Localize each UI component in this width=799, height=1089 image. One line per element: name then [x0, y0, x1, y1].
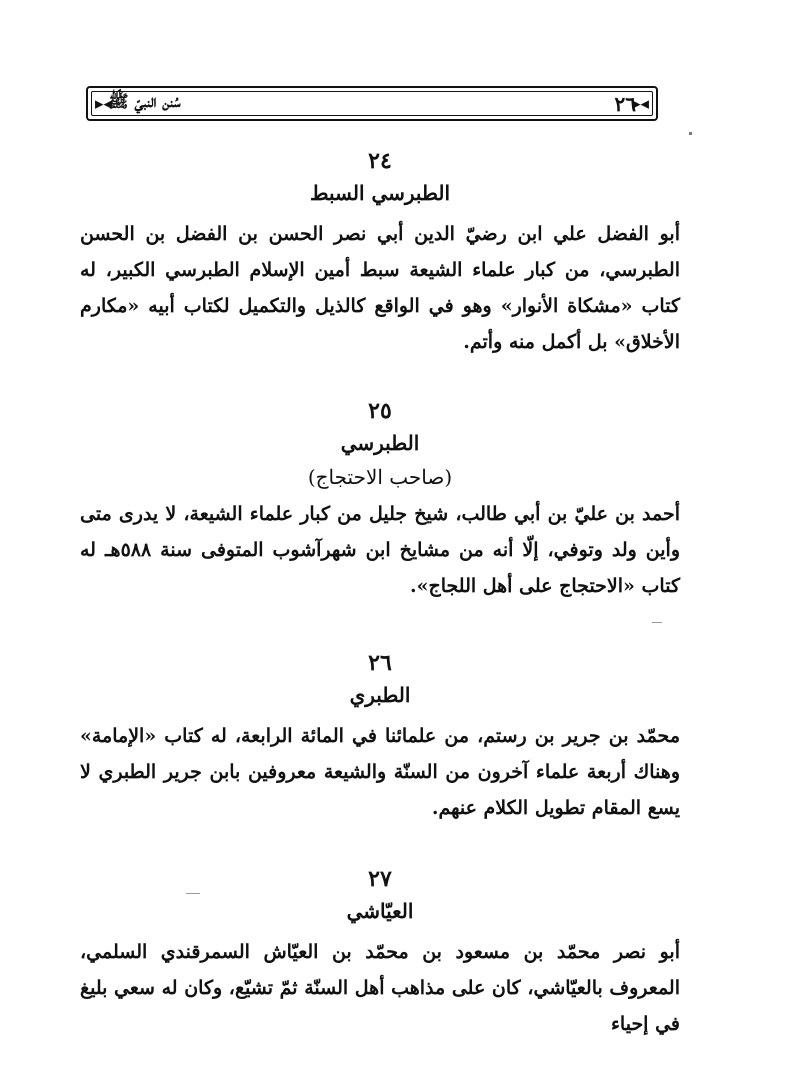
entry-26	[80, 648, 680, 826]
entry-text: أبو الفضل علي ابن رضيّ الدين أبي نصر الحسن بن الفضل بن الحسن الطبرسي، من كبار علماء الشيعة سبط أمين الإسلام الطبرسي الكبير، له كتاب «مشكاة الأنوار» وهو في الواقع كالذيل والتكميل لكتاب أبيه «مكارم الأخلاق» بل أكمل منه وأتم.	[80, 223, 680, 353]
entry-subtitle: (صاحب الاحتجاج)	[307, 465, 453, 489]
entry-number: ٢٦	[368, 650, 392, 676]
header-frame	[91, 91, 653, 116]
entry-text: أحمد بن عليّ بن أبي طالب، شيخ جليل من كبار علماء الشيعة، لا يدرى متى وأين ولد وتوفي، إلّا أنه من مشايخ ابن شهرآشوب المتوفى سنة ٥٨٨هـ له كتاب «الاحتجاج على أهل اللجاج».	[80, 503, 680, 597]
entry-25	[80, 396, 680, 604]
entry-27	[80, 864, 680, 1042]
running-title: سُنن النبيّ ﷺ	[108, 92, 181, 112]
entry-name: الطبري	[349, 683, 411, 707]
entry-number: ٢٥	[368, 398, 392, 424]
entry-name: الطبرسي	[340, 431, 420, 455]
entry-number: ٢٧	[368, 866, 392, 892]
print-mark	[186, 893, 200, 894]
entry-number: ٢٤	[368, 148, 392, 174]
entry-name: العيّاشي	[346, 899, 414, 923]
running-header	[86, 86, 658, 121]
print-speck	[689, 132, 692, 135]
print-mark	[652, 622, 662, 623]
page-number: ٢٦	[614, 91, 636, 116]
entry-text: أبو نصر محمّد بن مسعود بن محمّد بن العيّاش السمرقندي السلمي، المعروف بالعيّاشي، كان على مذاهب أهل السنّة ثمّ تشيّع، وكان له سعي بليغ في إحياء	[80, 941, 680, 1035]
entry-24	[80, 146, 680, 360]
header-ornament-right-icon: ◀▶	[632, 97, 649, 110]
entry-text: محمّد بن جرير بن رستم، من علمائنا في المائة الرابعة، له كتاب «الإمامة» وهناك أربعة علماء آخرون من السنّة والشيعة معروفين بابن جرير الطبري لا يسع المقام تطويل الكلام عنهم.	[80, 725, 680, 819]
entry-name: الطبرسي السبط	[309, 181, 451, 205]
header-ornament-left-icon: ◀▶	[95, 97, 112, 110]
